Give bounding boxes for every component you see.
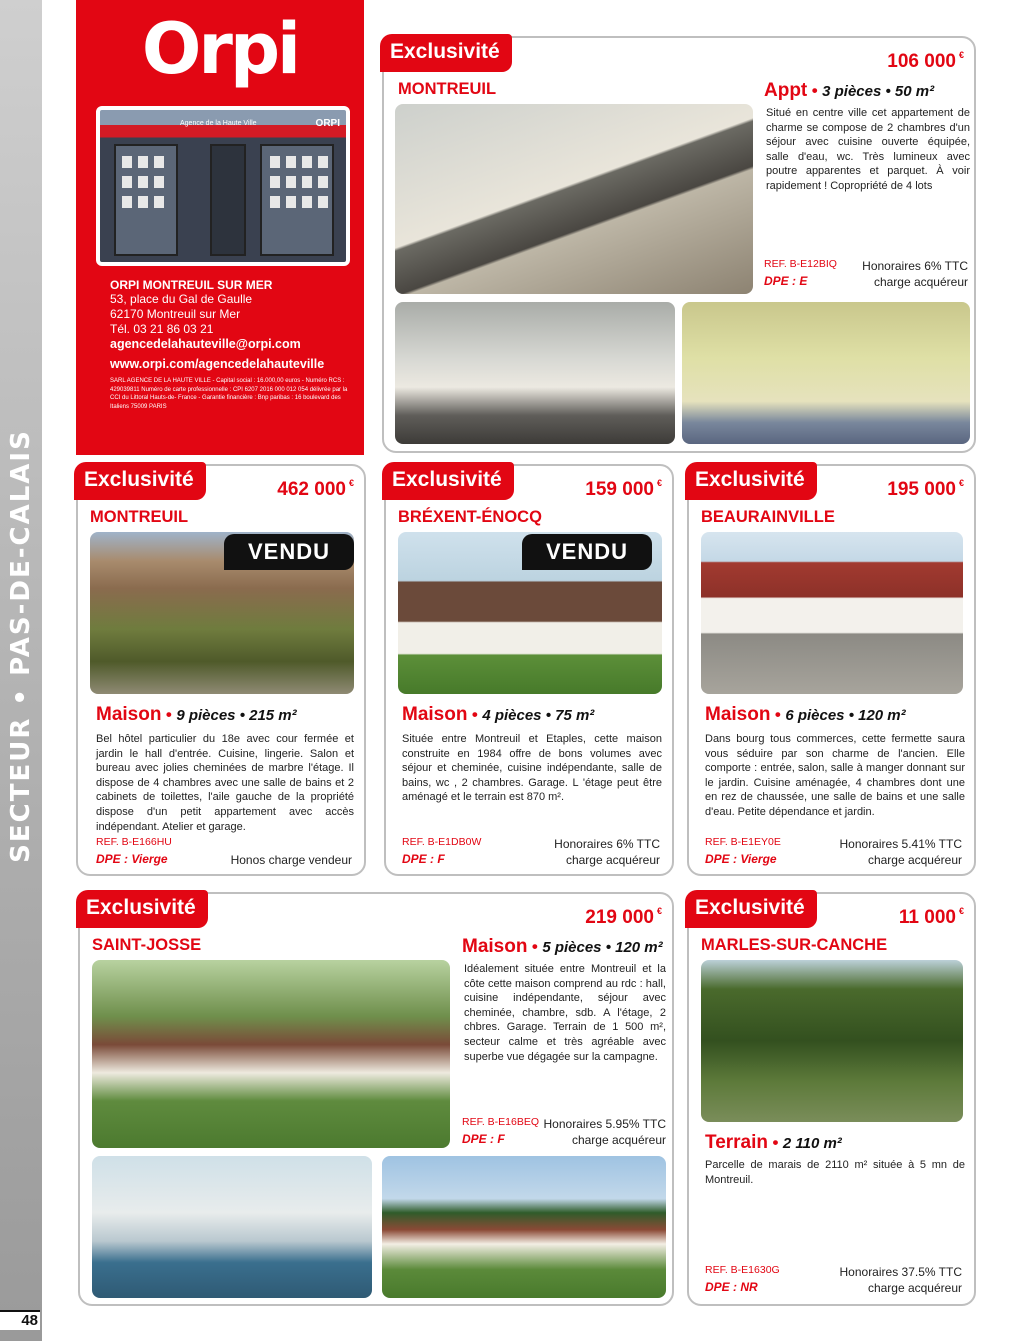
listing-dpe: DPE : F — [462, 1132, 505, 1146]
listing-price: 11 000 € — [898, 906, 964, 928]
listing-price: 106 000 € — [887, 50, 964, 72]
agency-phone: Tél. 03 21 86 03 21 — [110, 322, 214, 336]
listing-card — [76, 464, 366, 876]
listing-photo-main — [701, 532, 963, 694]
listing-dpe: DPE : NR — [705, 1280, 758, 1294]
listing-price: 159 000 € — [585, 478, 662, 500]
sold-badge: VENDU — [522, 534, 652, 570]
storefront-sign-logo: ORPI — [315, 118, 340, 129]
listing-type: Terrain • 2 110 m² — [705, 1132, 842, 1153]
listing-photo — [92, 1156, 372, 1298]
listing-card — [78, 892, 674, 1306]
agency-name: ORPI MONTREUIL SUR MER — [110, 278, 273, 292]
listing-dpe: DPE : Vierge — [705, 852, 777, 866]
agency-storefront-photo — [96, 106, 350, 266]
listing-ref: REF. B-E16BEQ — [462, 1116, 540, 1128]
listing-ref: REF. B-E1630G — [705, 1264, 780, 1276]
listing-card — [687, 464, 976, 876]
listing-photo — [395, 302, 675, 444]
page-number: 48 — [0, 1310, 40, 1330]
orpi-logo: Orpi — [141, 8, 299, 90]
listing-city: MONTREUIL — [90, 508, 189, 526]
exclusive-badge: Exclusivité — [685, 462, 817, 500]
listing-ref: REF. B-E1DB0W — [402, 836, 482, 848]
agency-website: www.orpi.com/agencedelahauteville — [110, 357, 325, 371]
listing-card — [384, 464, 674, 876]
agency-legal-notice: SARL AGENCE DE LA HAUTE VILLE - Capital social : 16.000,00 euros - Numéro RCS : 429039811 Numéro de carte professionnelle : CPI 6207 2016 000 012 054 délivrée par la CCI du Littoral Hauts-de- France - Garantie financière : Bnp paribas : 16 boulevard des Italiens 75009 PARIS — [110, 378, 348, 410]
listing-photo-main — [92, 960, 450, 1148]
listing-type: Maison • 9 pièces • 215 m² — [96, 704, 297, 725]
listing-city: MARLES-SUR-CANCHE — [701, 936, 888, 954]
listing-dpe: DPE : F — [402, 852, 445, 866]
exclusive-badge: Exclusivité — [685, 890, 817, 928]
listing-fees: Honoraires 37.5% TTC charge acquéreur — [839, 1265, 962, 1295]
listing-photo — [682, 302, 970, 444]
listing-fees: Honoraires 6% TTC charge acquéreur — [554, 837, 660, 867]
agency-address-2: 62170 Montreuil sur Mer — [110, 307, 241, 321]
listing-ref: REF. B-E12BIQ — [764, 258, 837, 270]
agency-email: agencedelahauteville@orpi.com — [110, 337, 301, 351]
listing-type: Appt • 3 pièces • 50 m² — [764, 80, 935, 101]
exclusive-badge: Exclusivité — [74, 462, 206, 500]
sidebar-band — [0, 0, 42, 1341]
listing-description: Située entre Montreuil et Etaples, cette maison construite en 1984 offre de bons volumes avec séjour et cheminée, cuisine indépendante, salle de bains, wc , 2 chambres. Garage. L 'étage peut être aménagé et le terrain est 870 m². — [402, 733, 662, 804]
listing-photo-main — [395, 104, 753, 294]
listing-city: BEAURAINVILLE — [701, 508, 835, 526]
agency-panel — [76, 0, 364, 455]
agency-contact — [110, 278, 350, 411]
listing-dpe: DPE : E — [764, 274, 808, 288]
listing-price: 462 000 € — [277, 478, 354, 500]
listing-card — [687, 892, 976, 1306]
listing-city: MONTREUIL — [398, 80, 497, 98]
listing-description: Bel hôtel particulier du 18e avec cour fermée et jardin le hall d'entrée. Cuisine, lingerie. Salon et bureau avec jolies cheminées de marbre l'étage. Il dispose de 4 chambres avec une salle de bains et 2 cabinets de toilettes, l'aile gauche de la propriété dispose d'un petit appartement avec accès indépendant. Atelier et garage. — [96, 733, 354, 833]
listing-type: Maison • 5 pièces • 120 m² — [462, 936, 663, 957]
sold-badge: VENDU — [224, 534, 354, 570]
exclusive-badge: Exclusivité — [76, 890, 208, 928]
listing-city: BRÉXENT-ÉNOCQ — [398, 508, 542, 526]
listing-fees: Honoraires 6% TTC charge acquéreur — [862, 259, 968, 289]
listing-fees: Honoraires 5.95% TTC charge acquéreur — [543, 1117, 666, 1147]
listing-description: Idéalement située entre Montreuil et la côte cette maison comprend au rdc : hall, cuisine indépendante, séjour avec cheminée, chambre, sdb. A l'étage, 2 chbres. Garage. Terrain de 1 500 m², secteur calme et très agréable avec superbe vue dégagée sur la campagne. — [464, 963, 666, 1063]
exclusive-badge: Exclusivité — [382, 462, 514, 500]
listing-description: Situé en centre ville cet appartement de charme se compose de 2 chambres d'un séjour avec cuisine ouverte équipée, salle d'eau, wc. Très lumineux avec poutre apparentes et parquet. À voir rapidement ! Copropriété de 4 lots — [766, 107, 970, 192]
sector-label: SECTEUR • PAS-DE-CALAIS — [6, 429, 36, 863]
listing-fees: Honos charge vendeur — [230, 853, 352, 867]
storefront-sign-label: Agence de la Haute Ville — [180, 120, 257, 127]
exclusive-badge: Exclusivité — [380, 34, 512, 72]
door-pane — [210, 144, 246, 256]
listing-ref: REF. B-E1EY0E — [705, 836, 781, 848]
listing-description: Parcelle de marais de 2110 m² située à 5 mn de Montreuil. — [705, 1159, 965, 1186]
listing-card — [382, 36, 976, 453]
listing-photo — [382, 1156, 666, 1298]
listing-photo-main — [701, 960, 963, 1122]
listing-type: Maison • 6 pièces • 120 m² — [705, 704, 906, 725]
listing-description: Dans bourg tous commerces, cette fermette saura vous séduire par son charme de l'ancien. Elle comporte : entrée, salon, salle à manger donnant sur le jardin. Cuisine aménagée, 4 chambres dont une en rez de chaussée, une salle de bains et une salle d'eau. Petite dépendance et jardin. — [705, 733, 965, 818]
listing-price: 195 000 € — [887, 478, 964, 500]
listing-dpe: DPE : Vierge — [96, 852, 168, 866]
agency-address-1: 53, place du Gal de Gaulle — [110, 292, 253, 306]
listing-ref: REF. B-E166HU — [96, 836, 172, 848]
listing-type: Maison • 4 pièces • 75 m² — [402, 704, 595, 725]
listing-city: SAINT-JOSSE — [92, 936, 202, 954]
listing-fees: Honoraires 5.41% TTC charge acquéreur — [839, 837, 962, 867]
listing-price: 219 000 € — [585, 906, 662, 928]
